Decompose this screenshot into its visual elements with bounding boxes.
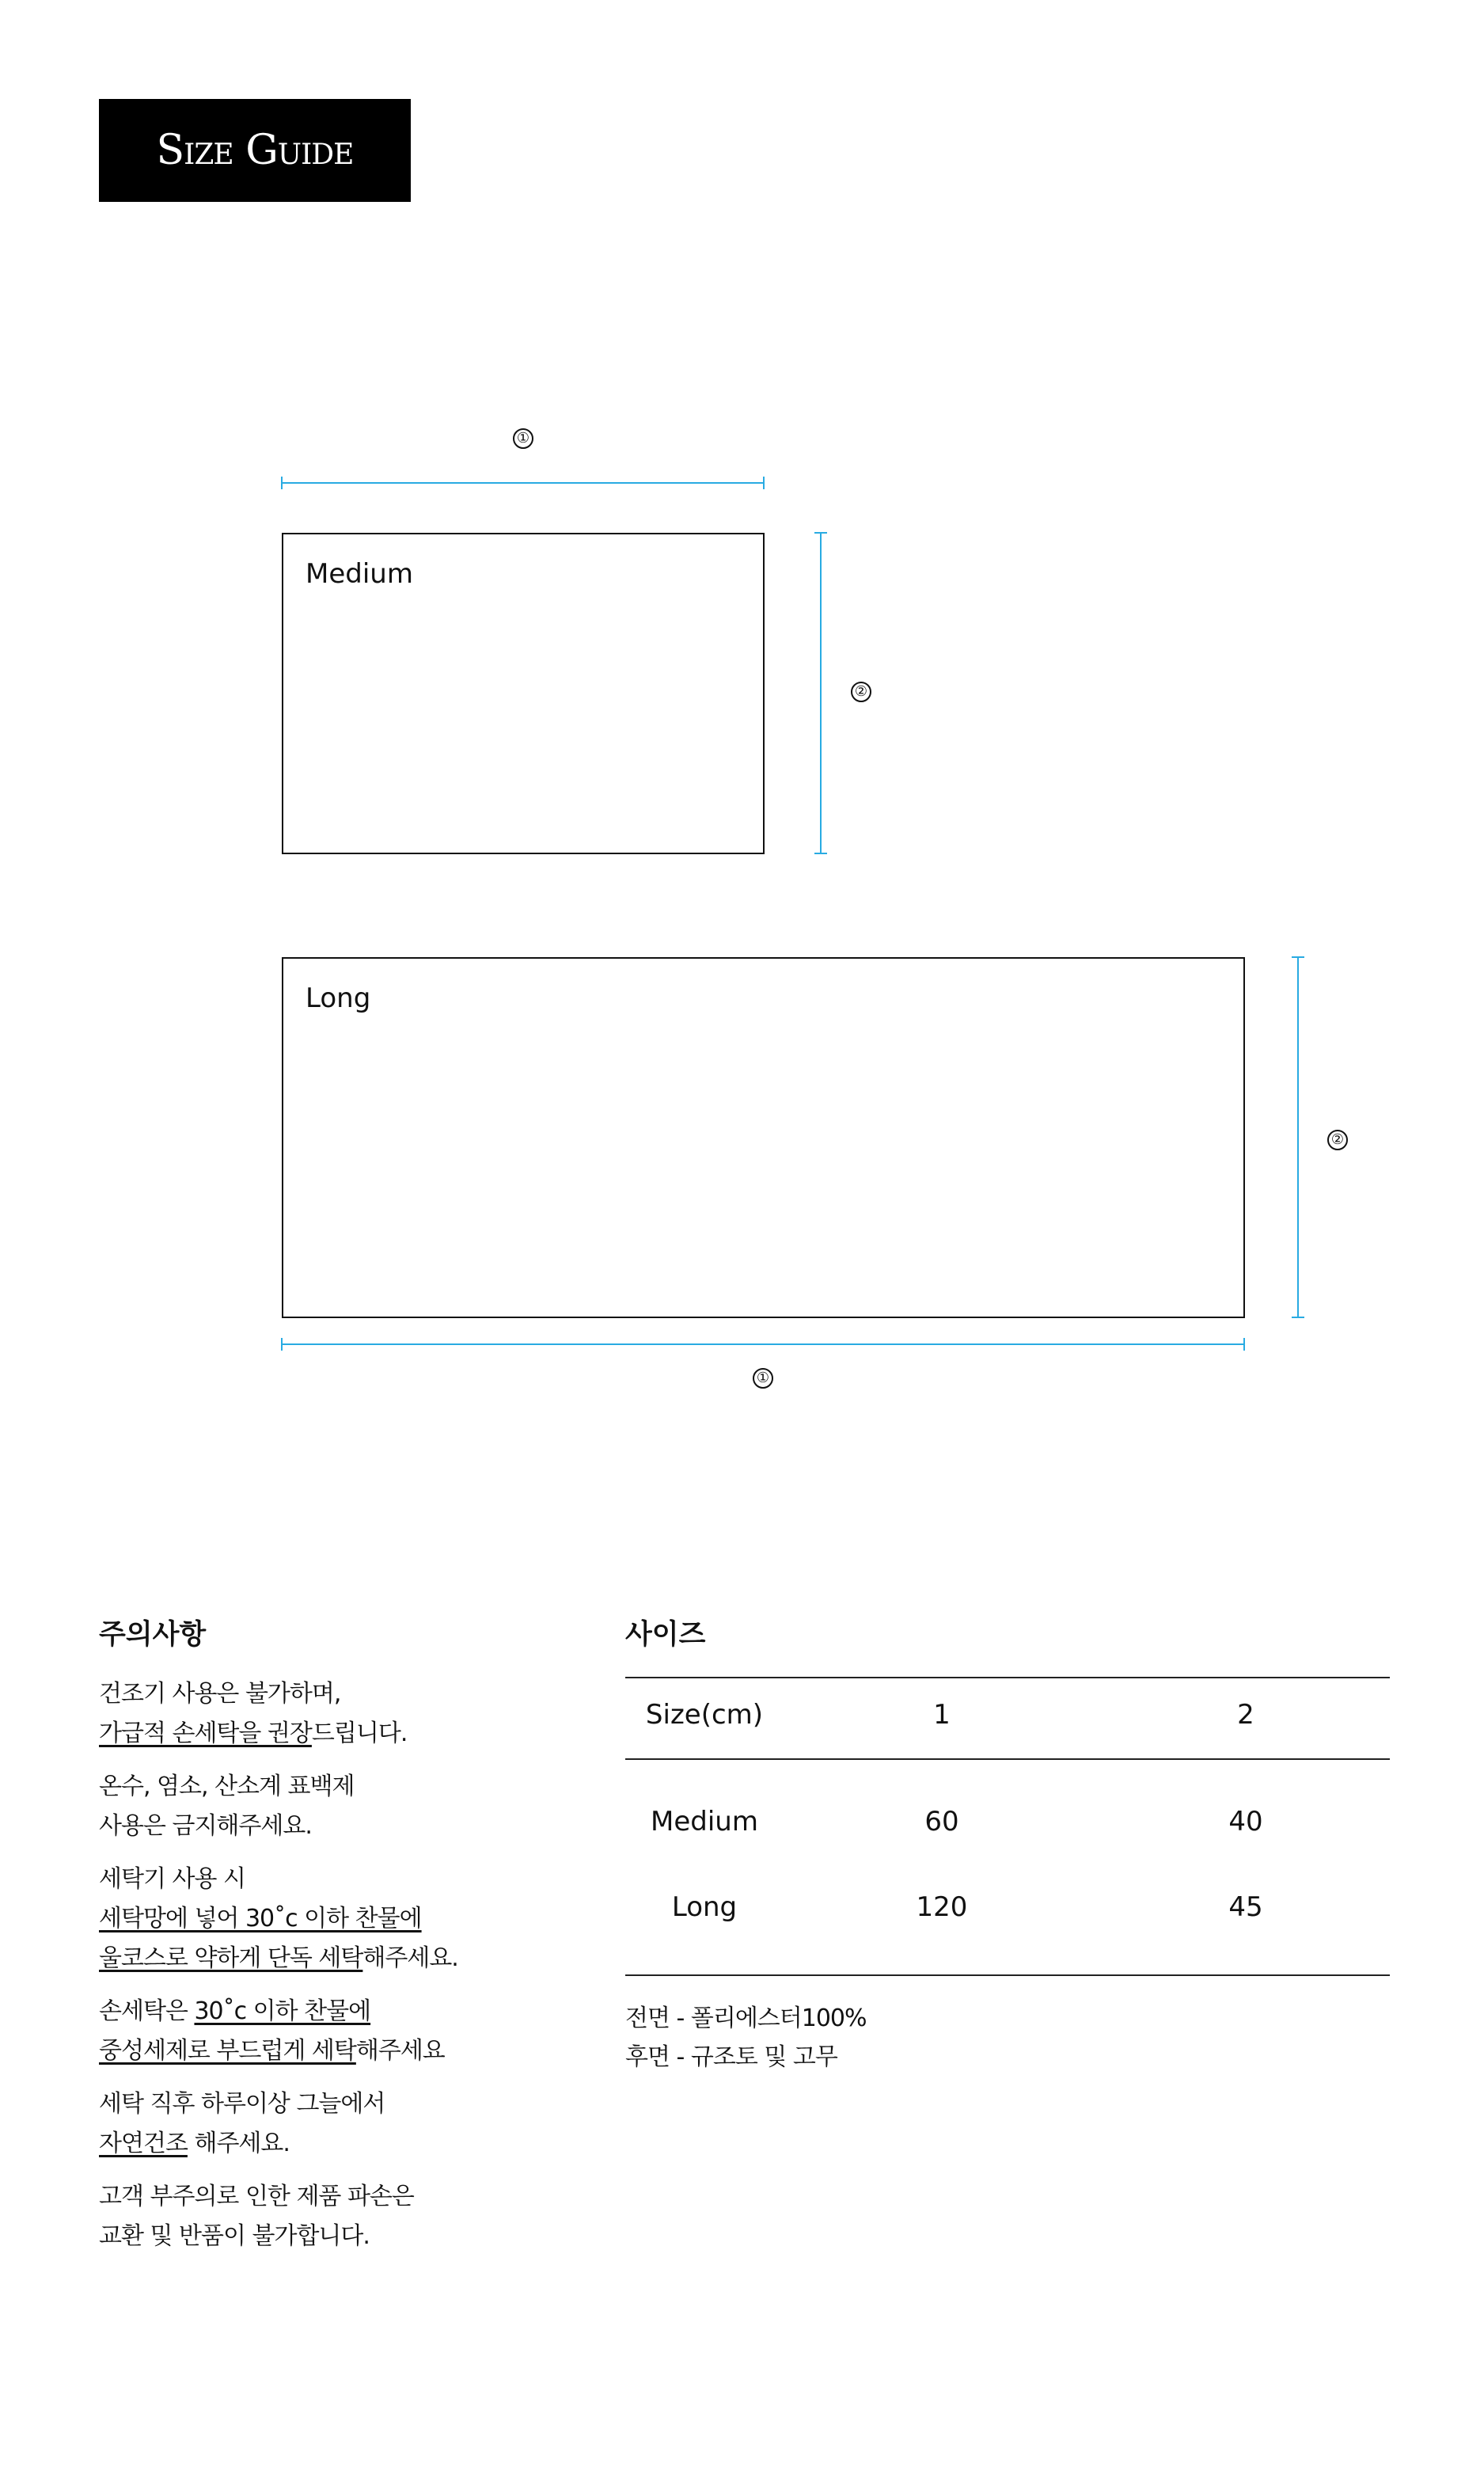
long-height-marker: ②: [1327, 1130, 1348, 1150]
care-note: [99, 1767, 542, 1846]
material-back: 후면 - 규조토 및 고무: [625, 2043, 837, 2071]
long-height-tick-bottom: [1292, 1317, 1304, 1318]
care-note-line: [99, 1939, 542, 1978]
care-title: 주의사항: [99, 1619, 207, 1651]
table-bottom-rule: [625, 1974, 1390, 1976]
medium-height-marker: ②: [851, 682, 871, 702]
medium-width-tick-right: [763, 477, 765, 489]
size-title: 사이즈: [625, 1619, 706, 1651]
care-note-line: [99, 2084, 542, 2124]
care-note-line: [99, 2217, 542, 2256]
care-note-line: [99, 2177, 542, 2217]
care-note-emphasis: 가급적 손세탁을 권장: [99, 1720, 312, 1747]
row-medium-name: Medium: [651, 1806, 758, 1837]
header-dim-1: 1: [933, 1699, 951, 1731]
table-header-rule: [625, 1758, 1390, 1760]
care-notes: [99, 1674, 542, 2270]
care-note-line: [99, 1992, 542, 2031]
care-note-text: 해주세요: [355, 2037, 445, 2065]
row-medium-dim-1: 60: [924, 1806, 959, 1837]
long-height-tick-top: [1292, 956, 1304, 958]
care-note-text: 사용은 금지해주세요.: [99, 1812, 312, 1840]
care-note-text: 손세탁은: [99, 1997, 195, 2025]
care-note-text: 건조기 사용은 불가하며,: [99, 1680, 341, 1708]
care-note-text: 해주세요.: [187, 2130, 290, 2157]
care-note-text: 고객 부주의로 인한 제품 파손은: [99, 2183, 414, 2210]
care-note: [99, 2084, 542, 2164]
medium-width-marker: ①: [513, 428, 533, 449]
care-note-line: [99, 1714, 542, 1754]
long-width-tick-left: [281, 1338, 283, 1351]
medium-shape: [282, 533, 765, 854]
care-note-line: [99, 1767, 542, 1807]
header-dim-2: 2: [1237, 1699, 1254, 1731]
care-note-text: 세탁기 사용 시: [99, 1865, 245, 1893]
size-table: [625, 1677, 1390, 1978]
long-width-tick-right: [1243, 1338, 1245, 1351]
care-note-text: 드립니다.: [311, 1720, 408, 1747]
care-note-emphasis: 세탁망에 넣어 30˚c 이하 찬물에: [99, 1905, 422, 1932]
care-note-emphasis: 울코스로 약하게 단독 세탁: [99, 1944, 363, 1972]
care-note-emphasis: 중성세제로 부드럽게 세탁: [99, 2037, 356, 2065]
medium-width-tick-left: [281, 477, 283, 489]
material-front: 전면 - 폴리에스터100%: [625, 2005, 867, 2032]
care-note: [99, 1992, 542, 2071]
care-note-line: [99, 1807, 542, 1846]
care-note-emphasis: 30˚c 이하 찬물에: [194, 1997, 371, 2025]
care-note-line: [99, 1860, 542, 1899]
medium-height-tick-top: [814, 532, 827, 534]
care-note-text: 세탁 직후 하루이상 그늘에서: [99, 2090, 385, 2118]
table-top-rule: [625, 1677, 1390, 1678]
row-long-dim-2: 45: [1228, 1891, 1263, 1923]
page-title: Size Guide: [99, 99, 411, 202]
long-shape: [282, 957, 1245, 1318]
care-note-line: [99, 2124, 542, 2164]
medium-height-tick-bottom: [814, 853, 827, 854]
care-note-line: [99, 2031, 542, 2071]
row-medium-dim-2: 40: [1228, 1806, 1263, 1837]
header-size: Size(cm): [645, 1699, 764, 1731]
care-note-text: 해주세요.: [362, 1944, 458, 1972]
care-note-line: [99, 1899, 542, 1939]
care-note-text: 온수, 염소, 산소계 표백제: [99, 1773, 355, 1800]
care-note-emphasis: 자연건조: [99, 2130, 188, 2157]
long-width-line: [282, 1343, 1245, 1345]
care-note: [99, 1674, 542, 1754]
medium-label: Medium: [306, 558, 413, 590]
long-width-marker: ①: [753, 1368, 773, 1389]
care-note-line: [99, 1674, 542, 1714]
care-note-text: 교환 및 반품이 불가합니다.: [99, 2222, 370, 2250]
material-info: [625, 1999, 867, 2077]
medium-height-line: [820, 533, 822, 854]
medium-width-line: [282, 482, 765, 484]
long-height-line: [1297, 957, 1299, 1318]
long-label: Long: [306, 982, 371, 1014]
row-long-name: Long: [671, 1891, 738, 1923]
care-note: [99, 2177, 542, 2256]
row-long-dim-1: 120: [916, 1891, 968, 1923]
care-note: [99, 1860, 542, 1978]
